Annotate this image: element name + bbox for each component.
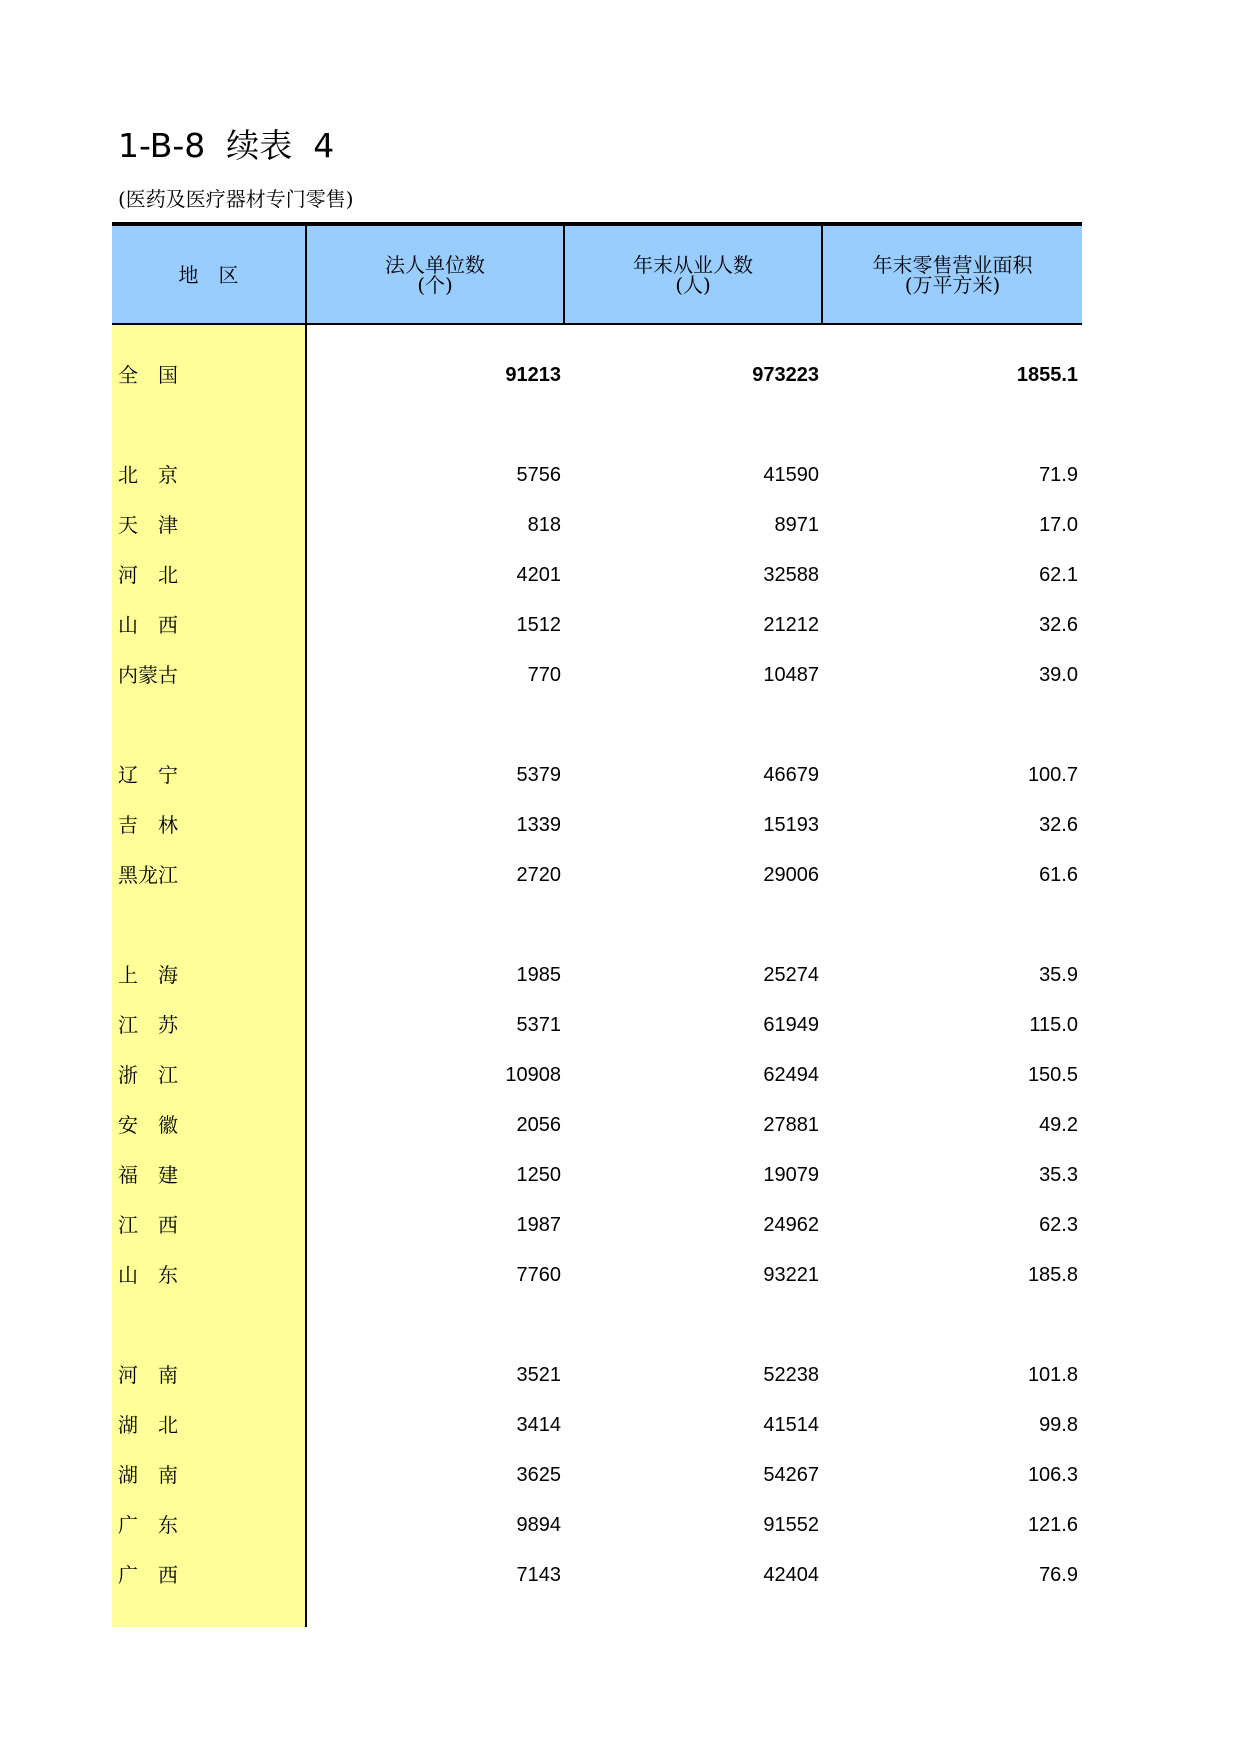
table-row xyxy=(112,1555,1082,1595)
region-name: 安 徽 xyxy=(118,1113,178,1137)
table-row xyxy=(112,605,1082,645)
region-name: 河 南 xyxy=(118,1363,178,1387)
employees-value: 41514 xyxy=(763,1414,819,1436)
employees-value: 62494 xyxy=(763,1064,819,1086)
employees-value: 8971 xyxy=(774,514,819,536)
area-value: 35.3 xyxy=(1039,1164,1078,1186)
employees-value: 21212 xyxy=(763,614,819,636)
employees-value: 93221 xyxy=(763,1264,819,1286)
area-value: 100.7 xyxy=(1027,764,1078,786)
area-value: 115.0 xyxy=(1029,1014,1078,1036)
header-area xyxy=(823,226,1082,323)
units-value: 5371 xyxy=(516,1014,561,1036)
table-subtitle: (医药及医疗器材专门零售) xyxy=(118,187,354,211)
area-value: 49.2 xyxy=(1039,1114,1078,1136)
area-value: 32.6 xyxy=(1039,614,1078,636)
region-name: 广 西 xyxy=(118,1563,178,1587)
units-value: 4201 xyxy=(516,564,561,586)
table-row xyxy=(112,1005,1082,1045)
header-employees-unit: (人) xyxy=(675,272,711,297)
header-units xyxy=(307,226,565,323)
employees-value: 27881 xyxy=(763,1114,819,1136)
region-name: 福 建 xyxy=(118,1163,178,1187)
table-row xyxy=(112,355,1082,395)
employees-value: 32588 xyxy=(763,564,819,586)
units-value: 7760 xyxy=(516,1264,561,1286)
table-title: 1-B-8 续表 4 xyxy=(118,126,335,165)
table-row xyxy=(112,805,1082,845)
header-area-label: 年末零售营业面积 xyxy=(872,252,1033,277)
table-row xyxy=(112,1205,1082,1245)
region-name: 山 东 xyxy=(118,1263,178,1287)
employees-value: 61949 xyxy=(763,1014,819,1036)
area-value: 101.8 xyxy=(1027,1364,1078,1386)
table-row xyxy=(112,1255,1082,1295)
table-row xyxy=(112,855,1082,895)
employees-value: 91552 xyxy=(763,1514,819,1536)
table-header xyxy=(112,226,1082,325)
region-name: 湖 北 xyxy=(118,1413,178,1437)
area-value: 99.8 xyxy=(1039,1414,1078,1436)
region-name: 湖 南 xyxy=(118,1463,178,1487)
data-table xyxy=(112,222,1082,1632)
units-value: 91213 xyxy=(505,364,561,386)
employees-value: 24962 xyxy=(763,1214,819,1236)
area-value: 17.0 xyxy=(1039,514,1078,536)
region-name: 北 京 xyxy=(118,463,178,487)
area-value: 62.3 xyxy=(1039,1214,1078,1236)
region-name: 吉 林 xyxy=(118,813,178,837)
units-value: 7143 xyxy=(516,1564,561,1586)
region-name: 江 西 xyxy=(118,1213,178,1237)
region-name: 黑龙江 xyxy=(118,863,178,887)
table-row xyxy=(112,1155,1082,1195)
table-row xyxy=(112,555,1082,595)
area-value: 62.1 xyxy=(1039,564,1078,586)
employees-value: 15193 xyxy=(763,814,819,836)
units-value: 5379 xyxy=(516,764,561,786)
area-value: 106.3 xyxy=(1027,1464,1078,1486)
employees-value: 42404 xyxy=(763,1564,819,1586)
units-value: 1987 xyxy=(516,1214,561,1236)
region-name: 内蒙古 xyxy=(118,663,178,687)
units-value: 770 xyxy=(527,664,561,686)
units-value: 3625 xyxy=(516,1464,561,1486)
units-value: 2056 xyxy=(516,1114,561,1136)
table-row xyxy=(112,505,1082,545)
region-name: 全 国 xyxy=(118,363,178,387)
units-value: 5756 xyxy=(516,464,561,486)
employees-value: 25274 xyxy=(763,964,819,986)
table-row xyxy=(112,1405,1082,1445)
table-row xyxy=(112,1105,1082,1145)
header-units-unit: (个) xyxy=(417,272,453,297)
units-value: 1512 xyxy=(516,614,561,636)
employees-value: 19079 xyxy=(763,1164,819,1186)
area-value: 121.6 xyxy=(1027,1514,1078,1536)
area-value: 32.6 xyxy=(1039,814,1078,836)
area-value: 150.5 xyxy=(1027,1064,1078,1086)
region-name: 广 东 xyxy=(118,1513,178,1537)
region-name: 河 北 xyxy=(118,563,178,587)
units-value: 818 xyxy=(527,514,561,536)
table-row xyxy=(112,1505,1082,1545)
employees-value: 46679 xyxy=(763,764,819,786)
units-value: 2720 xyxy=(516,864,561,886)
employees-value: 41590 xyxy=(763,464,819,486)
header-employees xyxy=(565,226,823,323)
region-name: 浙 江 xyxy=(118,1063,178,1087)
area-value: 61.6 xyxy=(1039,864,1078,886)
units-value: 1339 xyxy=(516,814,561,836)
employees-value: 29006 xyxy=(763,864,819,886)
region-name: 天 津 xyxy=(118,513,178,537)
region-name: 上 海 xyxy=(118,963,178,987)
header-area-unit: (万平方米) xyxy=(904,272,1001,297)
header-employees-label: 年末从业人数 xyxy=(633,252,753,277)
area-value: 71.9 xyxy=(1039,464,1078,486)
employees-value: 10487 xyxy=(763,664,819,686)
units-value: 3521 xyxy=(516,1364,561,1386)
region-name: 江 苏 xyxy=(118,1013,178,1037)
units-value: 1985 xyxy=(516,964,561,986)
area-value: 76.9 xyxy=(1039,1564,1078,1586)
table-row xyxy=(112,955,1082,995)
table-row xyxy=(112,1055,1082,1095)
area-value: 35.9 xyxy=(1039,964,1078,986)
area-value: 39.0 xyxy=(1039,664,1078,686)
region-name: 山 西 xyxy=(118,613,178,637)
table-row xyxy=(112,1355,1082,1395)
table-row xyxy=(112,455,1082,495)
table-row xyxy=(112,1455,1082,1495)
employees-value: 54267 xyxy=(763,1464,819,1486)
region-name: 辽 宁 xyxy=(118,763,178,787)
units-value: 1250 xyxy=(516,1164,561,1186)
header-units-label: 法人单位数 xyxy=(385,252,485,277)
header-region xyxy=(112,226,307,323)
table-row xyxy=(112,755,1082,795)
units-value: 9894 xyxy=(516,1514,561,1536)
units-value: 10908 xyxy=(505,1064,561,1086)
units-value: 3414 xyxy=(516,1414,561,1436)
table-row xyxy=(112,655,1082,695)
header-region-label: 地 区 xyxy=(178,262,239,287)
area-value: 185.8 xyxy=(1027,1264,1078,1286)
area-value: 1855.1 xyxy=(1016,364,1078,386)
employees-value: 52238 xyxy=(763,1364,819,1386)
employees-value: 973223 xyxy=(752,364,819,386)
